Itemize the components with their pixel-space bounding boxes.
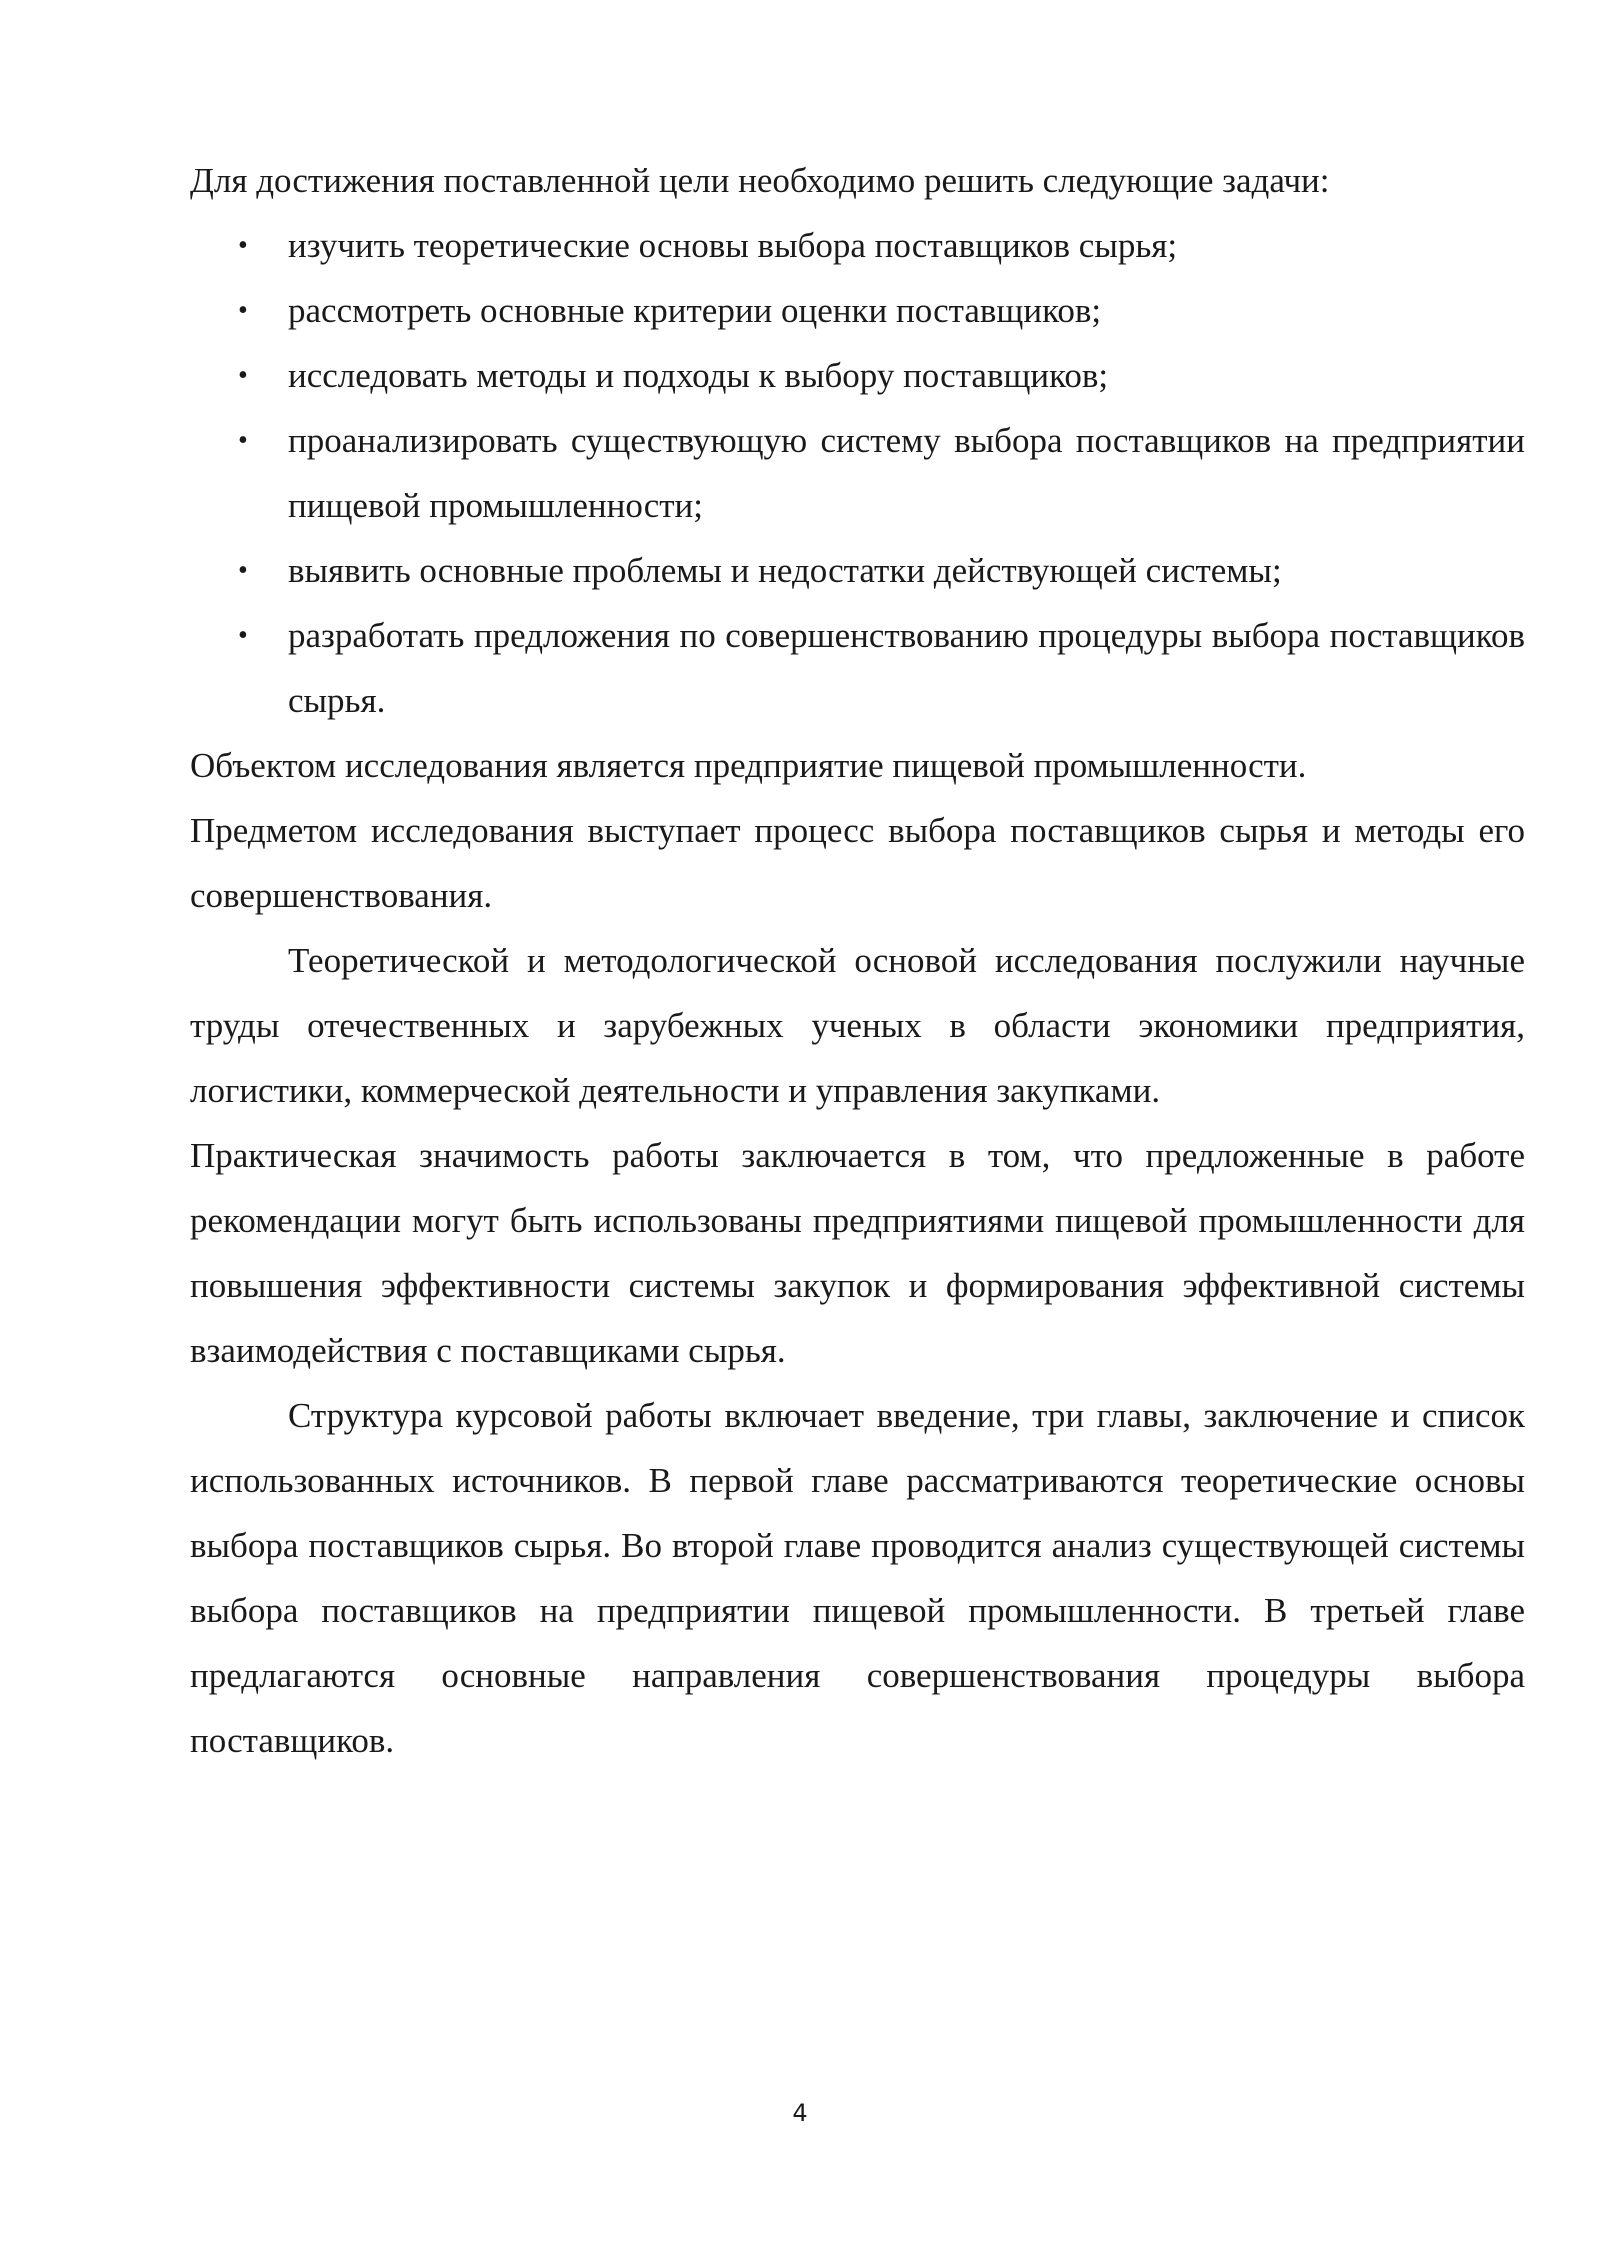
task-text: проанализировать существующую систему выбора поставщиков на предприятии пищевой промышленности;: [288, 421, 1525, 525]
bullet-icon: •: [238, 360, 248, 391]
task-text: изучить теоретические основы выбора поставщиков сырья;: [288, 226, 1178, 265]
practical-significance: Практическая значимость работы заключается в том, что предложенные в работе рекомендации могут быть использованы предприятиями пищевой промышленности для повышения эффективности системы закупок и формирования эффективной системы взаимодействия с поставщиками сырья.: [190, 1136, 1525, 1370]
bullet-icon: •: [238, 555, 248, 586]
task-item: [238, 213, 1525, 278]
methodological-basis: Теоретической и методологической основой исследования послужили научные труды отечественных и зарубежных ученых в области экономики предприятия, логистики, коммерческой деятельности и управления закупками.: [190, 941, 1525, 1110]
task-text: разработать предложения по совершенствованию процедуры выбора поставщиков сырья.: [288, 616, 1525, 720]
task-text: выявить основные проблемы и недостатки действующей системы;: [288, 551, 1282, 590]
task-item: [238, 603, 1525, 733]
task-text: рассмотреть основные критерии оценки поставщиков;: [288, 291, 1102, 330]
work-structure: Структура курсовой работы включает введение, три главы, заключение и список использованных источников. В первой главе рассматриваются теоретические основы выбора поставщиков сырья. Во второй главе проводится анализ существующей системы выбора поставщиков на предприятии пищевой промышленности. В третьей главе предлагаются основные направления совершенствования процедуры выбора поставщиков.: [190, 1396, 1525, 1760]
task-item: [238, 343, 1525, 408]
task-item: [238, 408, 1525, 538]
research-subject: Предметом исследования выступает процесс выбора поставщиков сырья и методы его совершенствования.: [190, 811, 1525, 915]
task-text: исследовать методы и подходы к выбору поставщиков;: [288, 356, 1109, 395]
page-content: [190, 148, 1525, 1773]
bullet-icon: •: [238, 295, 248, 326]
tasks-intro: Для достижения поставленной цели необходимо решить следующие задачи:: [190, 161, 1330, 200]
task-item: [238, 278, 1525, 343]
bullet-icon: •: [238, 230, 248, 261]
task-list: [190, 213, 1525, 733]
bullet-icon: •: [238, 620, 248, 651]
task-item: [238, 538, 1525, 603]
research-object: Объектом исследования является предприятие пищевой промышленности.: [190, 746, 1307, 785]
bullet-icon: •: [238, 425, 248, 456]
page-number: 4: [792, 2099, 808, 2127]
